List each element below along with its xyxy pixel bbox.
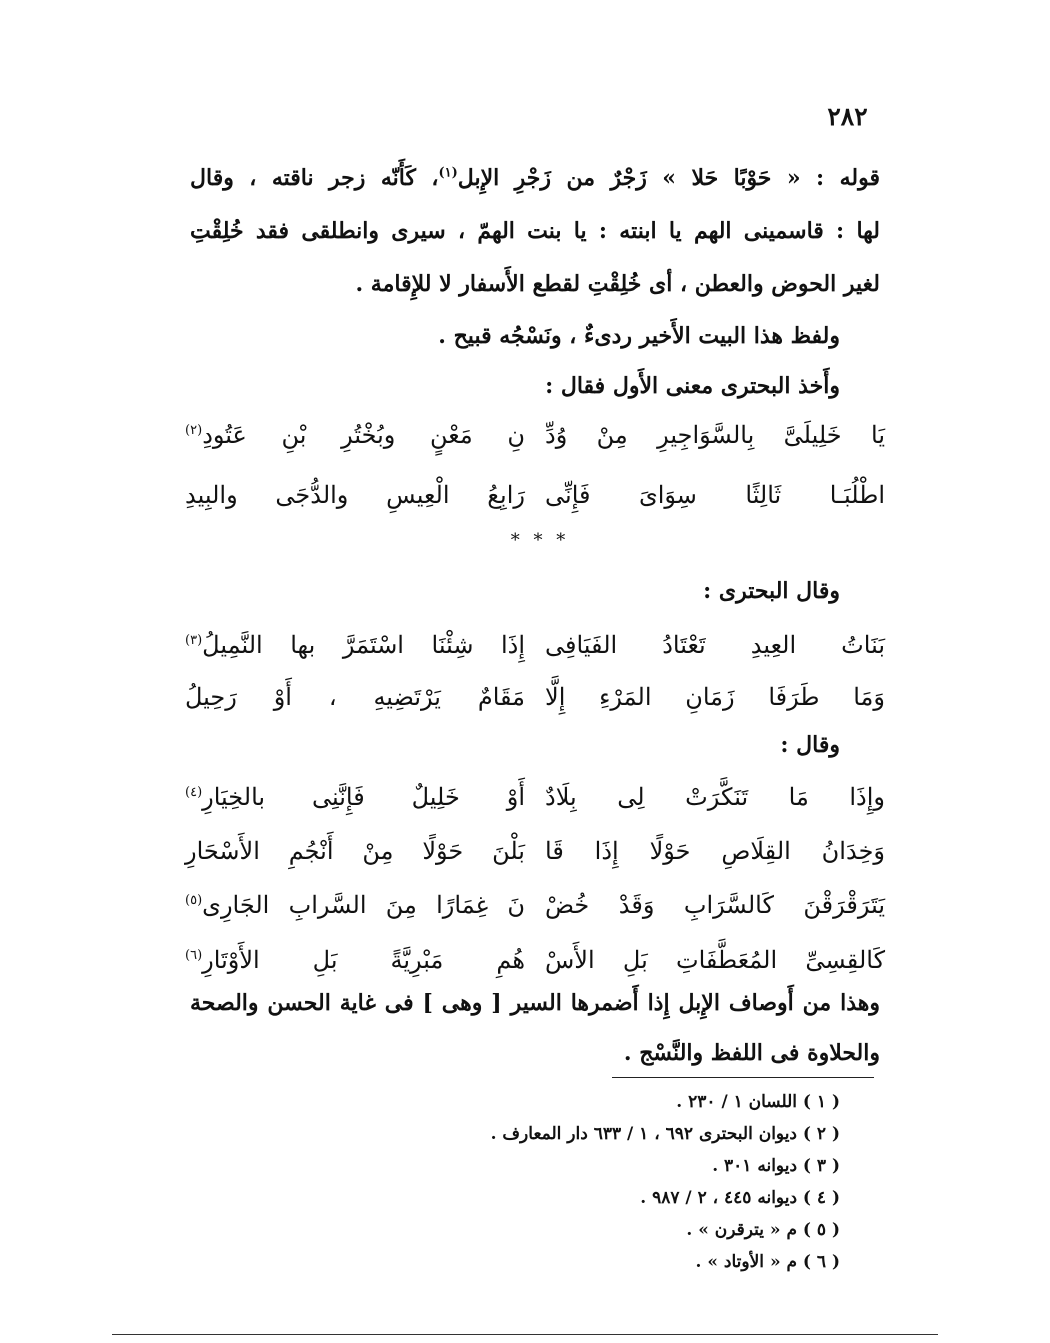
- verse-first-hemistich: [545, 946, 885, 974]
- verse-word: القِلَاصِ: [721, 837, 791, 865]
- verse-second-hemistich: [185, 891, 525, 919]
- verse-line: [185, 880, 885, 930]
- verse-line: [185, 672, 885, 722]
- prose-line: وأَخذ البحترى معنى الأَول فقال :: [545, 373, 840, 399]
- verse-line: [185, 826, 885, 876]
- verse-word: هُمِ: [496, 946, 525, 974]
- verse-word: فَإِنِّى: [545, 481, 591, 509]
- verse-word: النَّمِيلُ$^{(٣)}$: [185, 631, 263, 659]
- prose-text: ، كَأَنّه زجر ناقته ، وقال: [190, 165, 439, 191]
- verse-first-hemistich: [545, 891, 885, 919]
- verse-second-hemistich: [185, 631, 525, 659]
- verse-intro: وقال البحترى :: [703, 578, 840, 604]
- verse-word: زَمَانِ: [685, 683, 735, 711]
- verse-word: غِمَارًا: [436, 891, 489, 919]
- verse-second-hemistich: [185, 783, 525, 811]
- verse-word: مَبْرِيَّةً: [390, 946, 444, 974]
- verse-word: قَا: [545, 837, 564, 865]
- verse-word: وبُخْتُرِ: [341, 421, 396, 449]
- verse-word: وُدِّ: [545, 421, 568, 449]
- verse-word: مِنَ: [385, 891, 417, 919]
- verse-first-hemistich: [545, 481, 885, 509]
- verse-word: خَلِيلٌ: [411, 783, 460, 811]
- verse-word: إِلَّا: [545, 683, 566, 711]
- verse-word: بِالسَّوَاجِيرِ: [657, 421, 755, 449]
- verse-word: المَرْءِ: [599, 683, 652, 711]
- prose-text: قوله : « حَوْبًا حَلا » زَجْرٌ من زَجْرِ الإِبل: [457, 165, 880, 191]
- verse-word: مَا: [788, 783, 809, 811]
- verse-first-hemistich: [545, 837, 885, 865]
- footnote: ( ٣ ) ديوانه ٣٠١ .: [712, 1156, 840, 1176]
- verse-word: والدُّجَى: [275, 481, 349, 509]
- verse-word: أَنْجُمِ: [288, 837, 334, 865]
- verse-word: يَا: [871, 421, 885, 449]
- verse-word: كَالسَّرَابِ: [683, 891, 774, 919]
- verse-word: رَحِيلُ: [185, 683, 237, 711]
- verse-line: [185, 620, 885, 670]
- footnote-ref: (٥): [185, 893, 203, 908]
- page-bottom-rule: [112, 1334, 938, 1335]
- verse-word: طَرَفَا: [768, 683, 820, 711]
- footnote: ( ٥ ) م « يترقرن » .: [686, 1220, 840, 1240]
- verse-word: عَتُودِ$^{(٢)}$: [185, 421, 247, 449]
- verse-word: إِذَا: [594, 837, 619, 865]
- prose-line: ولفظ هذا البيت الأَخير ردىءٌ ، ونَسْجُه قبيح .: [438, 323, 840, 349]
- verse-word: بَنَاتُ: [841, 631, 885, 659]
- verse-word: لِى: [617, 783, 645, 811]
- verse-word: الْعِيسِ: [386, 481, 450, 509]
- verse-word: بَلِ: [312, 946, 338, 974]
- verse-word: الفَيَافِى: [545, 631, 618, 659]
- prose-line: لها : قاسمينى الهم يا ابنته : يا بنت الهمّ ، سيرى وانطلقى فقد خُلِقْتِ: [190, 218, 880, 244]
- verse-word: ثَالِثًا: [745, 481, 782, 509]
- prose-line: وهذا من أَوصاف الإِبل إِذا أَضمرها السير [ وهى ] فى غاية الحسن والصحة: [190, 990, 880, 1016]
- prose-line: لغير الحوض والعطن ، أى خُلِقْتِ لقطع الأَسفار لا للإِقامة .: [355, 271, 880, 297]
- verse-word: أَوْ: [273, 683, 292, 711]
- verse-first-hemistich: [545, 683, 885, 711]
- verse-word: وإِذَا: [849, 783, 885, 811]
- verse-word: نِ: [507, 421, 525, 449]
- verse-word: الجَارِى$^{(٥)}$: [185, 891, 270, 919]
- footnote-divider: [612, 1077, 874, 1078]
- verse-second-hemistich: [185, 481, 525, 509]
- verse-word: نَ: [507, 891, 525, 919]
- verse-word: الأَسْحَارِ: [185, 837, 260, 865]
- verse-word: خُضْ: [545, 891, 590, 919]
- verse-word: كَالقِسِىِّ: [805, 946, 885, 974]
- footnote-ref: (٣): [185, 633, 203, 648]
- verse-word: وَمَا: [853, 683, 885, 711]
- verse-first-hemistich: [545, 421, 885, 449]
- verse-word: سِوَاىَ: [638, 481, 697, 509]
- verse-line: [185, 772, 885, 822]
- verse-word: اسْتَمَرَّ: [342, 631, 404, 659]
- verse-word: حَوْلًا: [422, 837, 464, 865]
- footnote: ( ٤ ) ديوانه ٤٤٥ ، ٢ / ٩٨٧ .: [640, 1188, 840, 1208]
- verse-word: المُعَطَّفَاتِ: [675, 946, 778, 974]
- footnote-ref: (٢): [185, 423, 203, 438]
- footnote-ref: (٦): [185, 948, 203, 963]
- verse-word: اطْلُبَـا: [829, 481, 885, 509]
- verse-word: مَعْنٍ: [430, 421, 473, 449]
- verse-first-hemistich: [545, 783, 885, 811]
- verse-word: فَإِنَّنِى: [312, 783, 365, 811]
- footnote: ( ٦ ) م « الأوتاد » .: [695, 1252, 840, 1272]
- prose-line: والحلاوة فى اللفظ والنَّسْج .: [623, 1040, 880, 1066]
- verse-second-hemistich: [185, 683, 525, 711]
- verse-line: [185, 935, 885, 985]
- verse-word: السَّرابِ: [288, 891, 367, 919]
- verse-word: الأَسْ: [545, 946, 595, 974]
- verse-word: والبِيدِ: [185, 481, 238, 509]
- verse-word: إِذَا: [500, 631, 525, 659]
- verse-word: بِلَادٌ: [545, 783, 577, 811]
- verse-word: تَعْتَادُ: [662, 631, 706, 659]
- footnotes: [440, 1092, 840, 1284]
- footnote: ( ٢ ) ديوان البحترى ٦٩٢ ، ١ / ٦٣٣ دار المعارف .: [490, 1124, 840, 1144]
- verse-word: خَلِيلَىَّ: [783, 421, 842, 449]
- verse-word: مِنْ: [362, 837, 394, 865]
- verse-word: بْنِ: [281, 421, 307, 449]
- footnote: ( ١ ) اللسان ١ / ٢٣٠ .: [676, 1092, 840, 1112]
- verse-word: وَقَدْ: [618, 891, 655, 919]
- section-separator: * * *: [510, 530, 570, 551]
- verse-second-hemistich: [185, 837, 525, 865]
- footnote-ref: (١): [438, 165, 458, 181]
- verse-word: بَلِ: [622, 946, 648, 974]
- verse-word: وَخِدَانُ: [821, 837, 885, 865]
- verse-word: بها: [290, 631, 316, 659]
- verse-line: [185, 470, 885, 520]
- verse-word: يَرْتَضِيهِ: [373, 683, 441, 711]
- verse-second-hemistich: [185, 946, 525, 974]
- verse-second-hemistich: [185, 421, 525, 449]
- prose-line: [190, 165, 880, 191]
- verse-line: [185, 410, 885, 460]
- verse-word: حَوْلًا: [649, 837, 691, 865]
- verse-word: أَوْ: [506, 783, 525, 811]
- verse-word: بالخِيَارِ$^{(٤)}$: [185, 783, 266, 811]
- verse-word: بَلْنَ: [492, 837, 525, 865]
- verse-word: شِئْنَا: [431, 631, 474, 659]
- footnote-ref: (٤): [185, 785, 203, 800]
- verse-word: العِيدِ: [750, 631, 797, 659]
- verse-intro: وقال :: [780, 732, 840, 758]
- verse-word: مَقَامٌ: [477, 683, 525, 711]
- verse-first-hemistich: [545, 631, 885, 659]
- verse-word: يَتَرَقْرَقْنَ: [803, 891, 885, 919]
- verse-word: تَنَكَّرَتْ: [685, 783, 749, 811]
- verse-word: الأَوْتَارِ$^{(٦)}$: [185, 946, 260, 974]
- verse-word: ،: [328, 683, 337, 711]
- verse-word: مِنْ: [596, 421, 628, 449]
- verse-word: رَابِعُ: [487, 481, 525, 509]
- page-number: ٢٨٢: [827, 102, 868, 131]
